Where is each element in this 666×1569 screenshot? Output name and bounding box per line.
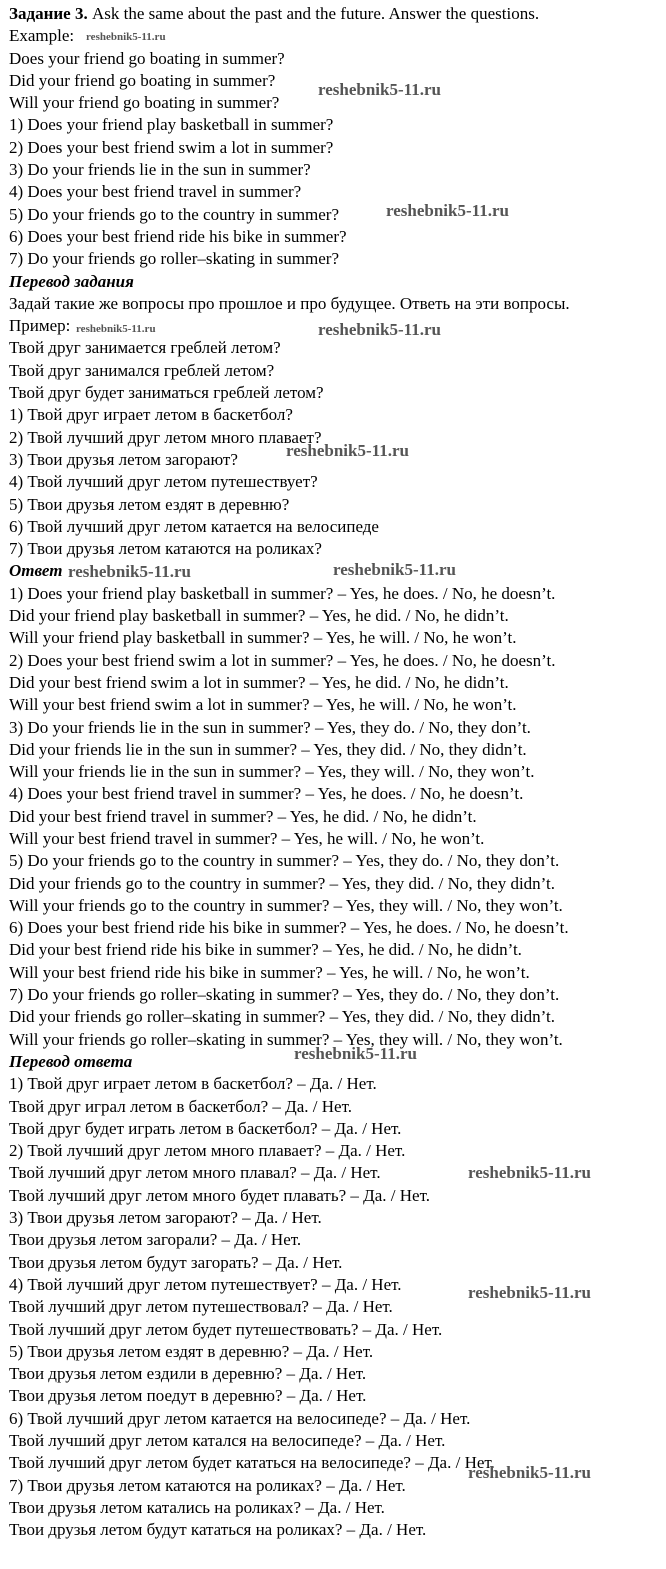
answer-translation-line: Твой лучший друг летом много будет плавать? – Да. / Нет. xyxy=(9,1185,430,1205)
example-label: Пример: xyxy=(9,316,71,336)
answer-translation-line: 4) Твой лучший друг летом путешествует? – Да. / Нет. xyxy=(9,1274,402,1294)
task-line: 4) Does your best friend travel in summer? xyxy=(9,182,302,202)
answer-line: Did your friends lie in the sun in summer? – Yes, they did. / No, they didn’t. xyxy=(9,739,527,759)
answer-line: Will your best friend swim a lot in summer? – Yes, he will. / No, he won’t. xyxy=(9,695,517,715)
answer-translation-line: Твои друзья летом катались на роликах? – Да. / Нет. xyxy=(9,1497,385,1517)
answer-line: Did your friends go to the country in summer? – Yes, they did. / No, they didn’t. xyxy=(9,873,555,893)
watermark: reshebnik5-11.ru xyxy=(86,31,166,43)
answer-translation-line: Твои друзья летом поедут в деревню? – Да. / Нет. xyxy=(9,1386,367,1406)
answer-translation-line: Твои друзья летом будут загорать? – Да. / Нет. xyxy=(9,1252,343,1272)
translation-line: Твой друг занимался греблей летом? xyxy=(9,360,275,380)
answer-line: 3) Do your friends lie in the sun in summer? – Yes, they do. / No, they don’t. xyxy=(9,717,531,737)
translation-line: Твой друг занимается греблей летом? xyxy=(9,338,281,358)
translation-line: 5) Твои друзья летом ездят в деревню? xyxy=(9,494,290,514)
task-line: 6) Does your best friend ride his bike in summer? xyxy=(9,226,347,246)
translation-line: 1) Твой друг играет летом в баскетбол? xyxy=(9,405,293,425)
answer-line: Did your friend play basketball in summer? – Yes, he did. / No, he didn’t. xyxy=(9,606,509,626)
translation-heading: Перевод задания xyxy=(9,271,134,291)
answer-line: Will your friends go to the country in summer? – Yes, they will. / No, they won’t. xyxy=(9,895,563,915)
translation-line: 2) Твой лучший друг летом много плавает? xyxy=(9,427,322,447)
watermark: reshebnik5-11.ru xyxy=(318,320,441,339)
watermark: reshebnik5-11.ru xyxy=(68,562,191,581)
watermark: reshebnik5-11.ru xyxy=(333,560,456,579)
watermark: reshebnik5-11.ru xyxy=(286,441,409,460)
answer-translation-line: 3) Твои друзья летом загорают? – Да. / Нет. xyxy=(9,1208,322,1228)
watermark: reshebnik5-11.ru xyxy=(294,1044,417,1063)
answer-translation-line: 7) Твои друзья летом катаются на роликах? – Да. / Нет. xyxy=(9,1475,406,1495)
answer-translation-line: Твой лучший друг летом много плавал? – Да. / Нет. xyxy=(9,1163,381,1183)
answer-line: 1) Does your friend play basketball in summer? – Yes, he does. / No, he doesn’t. xyxy=(9,583,556,603)
watermark: reshebnik5-11.ru xyxy=(468,1163,591,1182)
answer-translation-line: Твой лучший друг летом будет путешествовать? – Да. / Нет. xyxy=(9,1319,443,1339)
answer-line: 2) Does your best friend swim a lot in summer? – Yes, he does. / No, he doesn’t. xyxy=(9,650,556,670)
watermark: reshebnik5-11.ru xyxy=(468,1463,591,1482)
answer-translation-line: 6) Твой лучший друг летом катается на велосипеде? – Да. / Нет. xyxy=(9,1408,471,1428)
answer-line: 4) Does your best friend travel in summer? – Yes, he does. / No, he doesn’t. xyxy=(9,784,524,804)
task-line: 7) Do your friends go roller–skating in summer? xyxy=(9,249,340,269)
example-label: Example: xyxy=(9,26,75,46)
task-instruction: Ask the same about the past and the future. Answer the questions. xyxy=(91,4,540,23)
translation-instruction: Задай такие же вопросы про прошлое и про будущее. Ответь на эти вопросы. xyxy=(9,293,570,313)
answer-translation-line: Твой лучший друг летом катался на велосипеде? – Да. / Нет. xyxy=(9,1431,446,1450)
answer-line: Will your friend play basketball in summer? – Yes, he will. / No, he won’t. xyxy=(9,628,517,648)
task-line: Does your friend go boating in summer? xyxy=(9,48,285,68)
answer-translation-line: 2) Твой лучший друг летом много плавает? – Да. / Нет. xyxy=(9,1141,406,1161)
answer-heading: Ответ xyxy=(9,561,63,581)
answer-translation-line: Твои друзья летом загорали? – Да. / Нет. xyxy=(9,1230,302,1250)
task-line: Will your friend go boating in summer? xyxy=(9,93,280,113)
answer-line: 5) Do your friends go to the country in summer? – Yes, they do. / No, they don’t. xyxy=(9,851,560,871)
answer-translation-line: Твой лучший друг летом путешествовал? – Да. / Нет. xyxy=(9,1297,393,1317)
answer-translation-line: Твой лучший друг летом будет кататься на велосипеде? – Да. / Нет. xyxy=(9,1453,495,1473)
answer-line: Will your friends lie in the sun in summer? – Yes, they will. / No, they won’t. xyxy=(9,762,535,782)
watermark: reshebnik5-11.ru xyxy=(386,201,509,220)
task-line: 1) Does your friend play basketball in summer? xyxy=(9,115,334,135)
answer-line: Did your best friend travel in summer? – Yes, he did. / No, he didn’t. xyxy=(9,806,477,826)
task-line: 5) Do your friends go to the country in summer? xyxy=(9,204,340,224)
translation-line: 3) Твои друзья летом загорают? xyxy=(9,449,238,469)
translation-line: 6) Твой лучший друг летом катается на велосипеде xyxy=(9,516,379,536)
answer-line: 7) Do your friends go roller–skating in summer? – Yes, they do. / No, they don’t. xyxy=(9,985,560,1005)
task-label: Задание 3. xyxy=(9,4,88,23)
answer-line: Did your best friend swim a lot in summer? – Yes, he did. / No, he didn’t. xyxy=(9,672,509,692)
task-line: 3) Do your friends lie in the sun in summer? xyxy=(9,160,311,180)
document-body xyxy=(9,3,659,1541)
watermark: reshebnik5-11.ru xyxy=(318,80,441,99)
task-line: Did your friend go boating in summer? xyxy=(9,70,276,90)
answer-translation-line: 5) Твои друзья летом ездят в деревню? – Да. / Нет. xyxy=(9,1341,374,1361)
answer-line: Will your best friend travel in summer? – Yes, he will. / No, he won’t. xyxy=(9,828,485,848)
answer-translation-line: Твой друг будет играть летом в баскетбол? – Да. / Нет. xyxy=(9,1118,402,1138)
answer-translation-line: Твои друзья летом ездили в деревню? – Да. / Нет. xyxy=(9,1364,367,1384)
answer-line: Did your friends go roller–skating in summer? – Yes, they did. / No, they didn’t. xyxy=(9,1007,555,1027)
watermark: reshebnik5-11.ru xyxy=(76,323,156,335)
answer-translation-line: Твой друг играл летом в баскетбол? – Да. / Нет. xyxy=(9,1096,352,1116)
translation-line: Твой друг будет заниматься греблей летом? xyxy=(9,383,324,403)
answer-translation-line: Твои друзья летом будут кататься на роликах? – Да. / Нет. xyxy=(9,1520,427,1540)
translation-line: 4) Твой лучший друг летом путешествует? xyxy=(9,472,318,492)
watermark: reshebnik5-11.ru xyxy=(468,1283,591,1302)
task-header xyxy=(9,3,659,25)
answer-line: Will your friends go roller–skating in summer? – Yes, they will. / No, they won’t. xyxy=(9,1029,563,1049)
answer-translation-line: 1) Твой друг играет летом в баскетбол? – Да. / Нет. xyxy=(9,1074,377,1094)
task-line: 2) Does your best friend swim a lot in summer? xyxy=(9,137,334,157)
answer-line: 6) Does your best friend ride his bike in summer? – Yes, he does. / No, he doesn’t. xyxy=(9,918,569,938)
translation-line: 7) Твои друзья летом катаются на роликах? xyxy=(9,539,322,559)
answer-line: Will your best friend ride his bike in summer? – Yes, he will. / No, he won’t. xyxy=(9,962,530,982)
answer-translation-heading: Перевод ответа xyxy=(9,1051,133,1071)
answer-line: Did your best friend ride his bike in summer? – Yes, he did. / No, he didn’t. xyxy=(9,940,522,960)
